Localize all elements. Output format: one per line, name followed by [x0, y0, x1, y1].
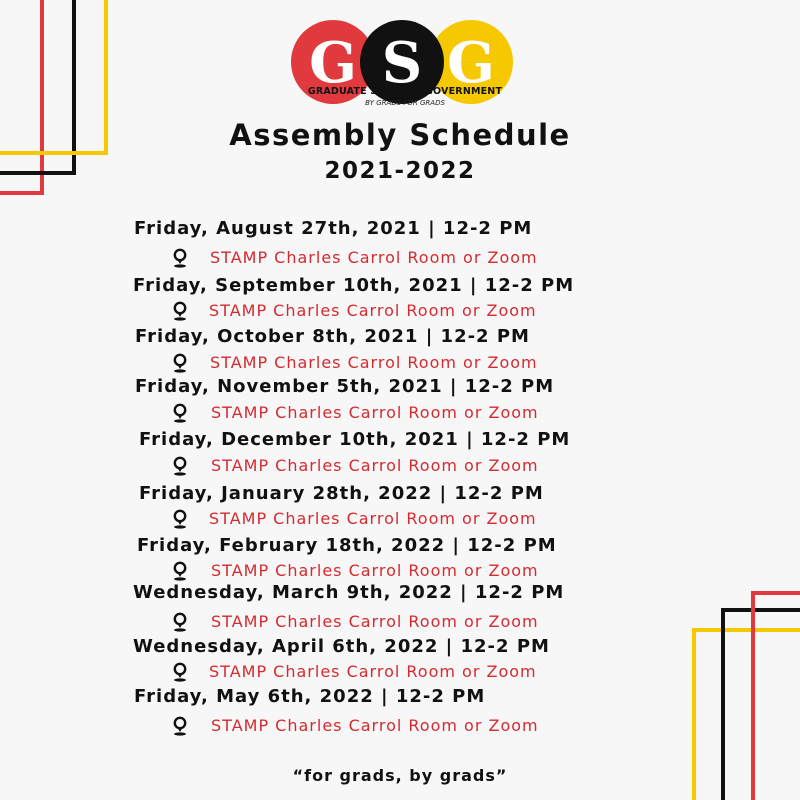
meeting-date: Friday, February 18th, 2022 | 12-2 PM: [137, 535, 557, 556]
meeting-location: STAMP Charles Carrol Room or Zoom: [209, 662, 537, 681]
meeting-location: STAMP Charles Carrol Room or Zoom: [209, 301, 537, 320]
logo-letter-g2: G: [447, 30, 495, 96]
logo-letter-s: S: [381, 30, 423, 96]
location-pin-icon: [172, 612, 188, 632]
location-pin-icon: [172, 353, 188, 373]
meeting-location: STAMP Charles Carrol Room or Zoom: [210, 248, 538, 267]
meeting-date: Friday, August 27th, 2021 | 12-2 PM: [134, 218, 533, 239]
footer-tagline: “for grads, by grads”: [292, 766, 508, 785]
meeting-location: STAMP Charles Carrol Room or Zoom: [211, 456, 539, 475]
meeting-date: Friday, October 8th, 2021 | 12-2 PM: [135, 326, 530, 347]
meeting-date: Friday, January 28th, 2022 | 12-2 PM: [139, 483, 544, 504]
meeting-location: STAMP Charles Carrol Room or Zoom: [211, 403, 539, 422]
meeting-date: Friday, May 6th, 2022 | 12-2 PM: [134, 686, 486, 707]
location-pin-icon: [172, 248, 188, 268]
meeting-date: Friday, September 10th, 2021 | 12-2 PM: [133, 275, 575, 296]
location-pin-icon: [172, 509, 188, 529]
meeting-date: Wednesday, April 6th, 2022 | 12-2 PM: [133, 636, 550, 657]
location-pin-icon: [172, 301, 188, 321]
meeting-location: STAMP Charles Carrol Room or Zoom: [211, 612, 539, 631]
meeting-location: STAMP Charles Carrol Room or Zoom: [211, 561, 539, 580]
location-pin-icon: [172, 662, 188, 682]
meeting-location: STAMP Charles Carrol Room or Zoom: [211, 716, 539, 735]
meeting-date: Friday, November 5th, 2021 | 12-2 PM: [135, 376, 555, 397]
logo-tagline: BY GRADS FOR GRADS: [365, 99, 445, 107]
meeting-location: STAMP Charles Carrol Room or Zoom: [209, 509, 537, 528]
meeting-date: Wednesday, March 9th, 2022 | 12-2 PM: [133, 582, 565, 603]
page-title: Assembly Schedule: [229, 118, 571, 152]
location-pin-icon: [172, 403, 188, 423]
location-pin-icon: [172, 716, 188, 736]
meeting-location: STAMP Charles Carrol Room or Zoom: [210, 353, 538, 372]
location-pin-icon: [172, 561, 188, 581]
logo-org-name: GRADUATE STUDENT GOVERNMENT: [307, 86, 503, 97]
meeting-date: Friday, December 10th, 2021 | 12-2 PM: [139, 429, 571, 450]
logo-letter-g1: G: [309, 30, 357, 96]
schedule-year: 2021-2022: [324, 158, 476, 184]
location-pin-icon: [172, 456, 188, 476]
